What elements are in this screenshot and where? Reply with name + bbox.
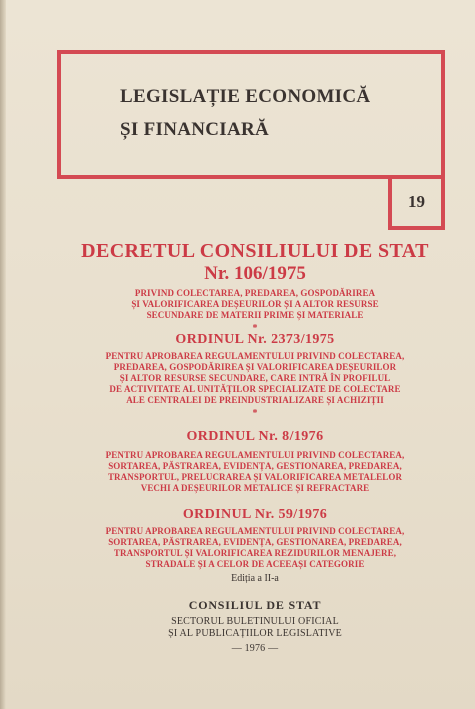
order-line: PENTRU APROBAREA REGULAMENTULUI PRIVIND COLECTAREA, [105, 351, 405, 361]
order-line: TRANSPORTUL ȘI VALORIFICAREA REZIDURILOR MENAJERE, [113, 548, 397, 558]
title-frame [57, 50, 445, 179]
order-line: STRADALE ȘI A CELOR DE ACEEAȘI CATEGORIE [145, 559, 365, 569]
order-line: PENTRU APROBAREA REGULAMENTULUI PRIVIND COLECTAREA, [105, 450, 405, 460]
order-line: VECHI A DEȘEURILOR METALICE ȘI REFRACTARE [140, 483, 370, 493]
separator-star: * [252, 408, 258, 419]
order-title: ORDINUL Nr. 59/1976 [182, 507, 328, 522]
order-title: ORDINUL Nr. 2373/1975 [175, 332, 335, 347]
order-line: PREDAREA, GOSPODĂRIREA ȘI VALORIFICAREA DEȘEURILOR [113, 362, 397, 372]
publication-year: — 1976 — [231, 643, 279, 654]
cover-edge [0, 0, 6, 709]
order-line: DE ACTIVITATE AL UNITĂȚILOR SPECIALIZATE DE COLECTARE [109, 384, 401, 394]
issue-number-box [388, 178, 445, 230]
decree-number: Nr. 106/1975 [204, 263, 306, 284]
order-line: PENTRU APROBAREA REGULAMENTULUI PRIVIND COLECTAREA, [105, 526, 405, 536]
order-line: SORTAREA, PĂSTRAREA, EVIDENȚA, GESTIONAREA, PREDAREA, [108, 537, 402, 547]
series-title-line1: LEGISLAȚIE ECONOMICĂ [120, 86, 371, 107]
order-line: ALE CENTRALEI DE PREINDUSTRIALIZARE ȘI ACHIZIȚII [126, 395, 384, 405]
series-title-line2: ȘI FINANCIARĂ [120, 119, 270, 140]
publisher-line: ȘI AL PUBLICAȚIILOR LEGISLATIVE [168, 628, 342, 639]
separator-star: * [252, 323, 258, 334]
order-line: ȘI ALTOR RESURSE SECUNDARE, CARE INTRĂ ÎN PROFILUL [119, 373, 391, 383]
decree-line: PRIVIND COLECTAREA, PREDAREA, GOSPODĂRIREA [134, 288, 376, 298]
decree-line: ȘI VALORIFICAREA DEȘEURILOR ȘI A ALTOR RESURSE [131, 299, 379, 309]
order-line: SORTAREA, PĂSTRAREA, EVIDENȚA, GESTIONAREA, PREDAREA, [108, 461, 402, 471]
order-title: ORDINUL Nr. 8/1976 [186, 429, 324, 444]
order-line: TRANSPORTUL, PRELUCRAREA ȘI VALORIFICAREA METALELOR [107, 472, 403, 482]
decree-line: SECUNDARE DE MATERII PRIME ȘI MATERIALE [146, 310, 364, 320]
publisher-line: SECTORUL BULETINULUI OFICIAL [171, 616, 339, 627]
edition-label: Ediția a II-a [231, 573, 279, 584]
issue-number: 19 [408, 192, 425, 211]
decree-title: DECRETUL CONSILIULUI DE STAT [81, 240, 429, 262]
publisher-name: CONSILIUL DE STAT [188, 598, 322, 612]
